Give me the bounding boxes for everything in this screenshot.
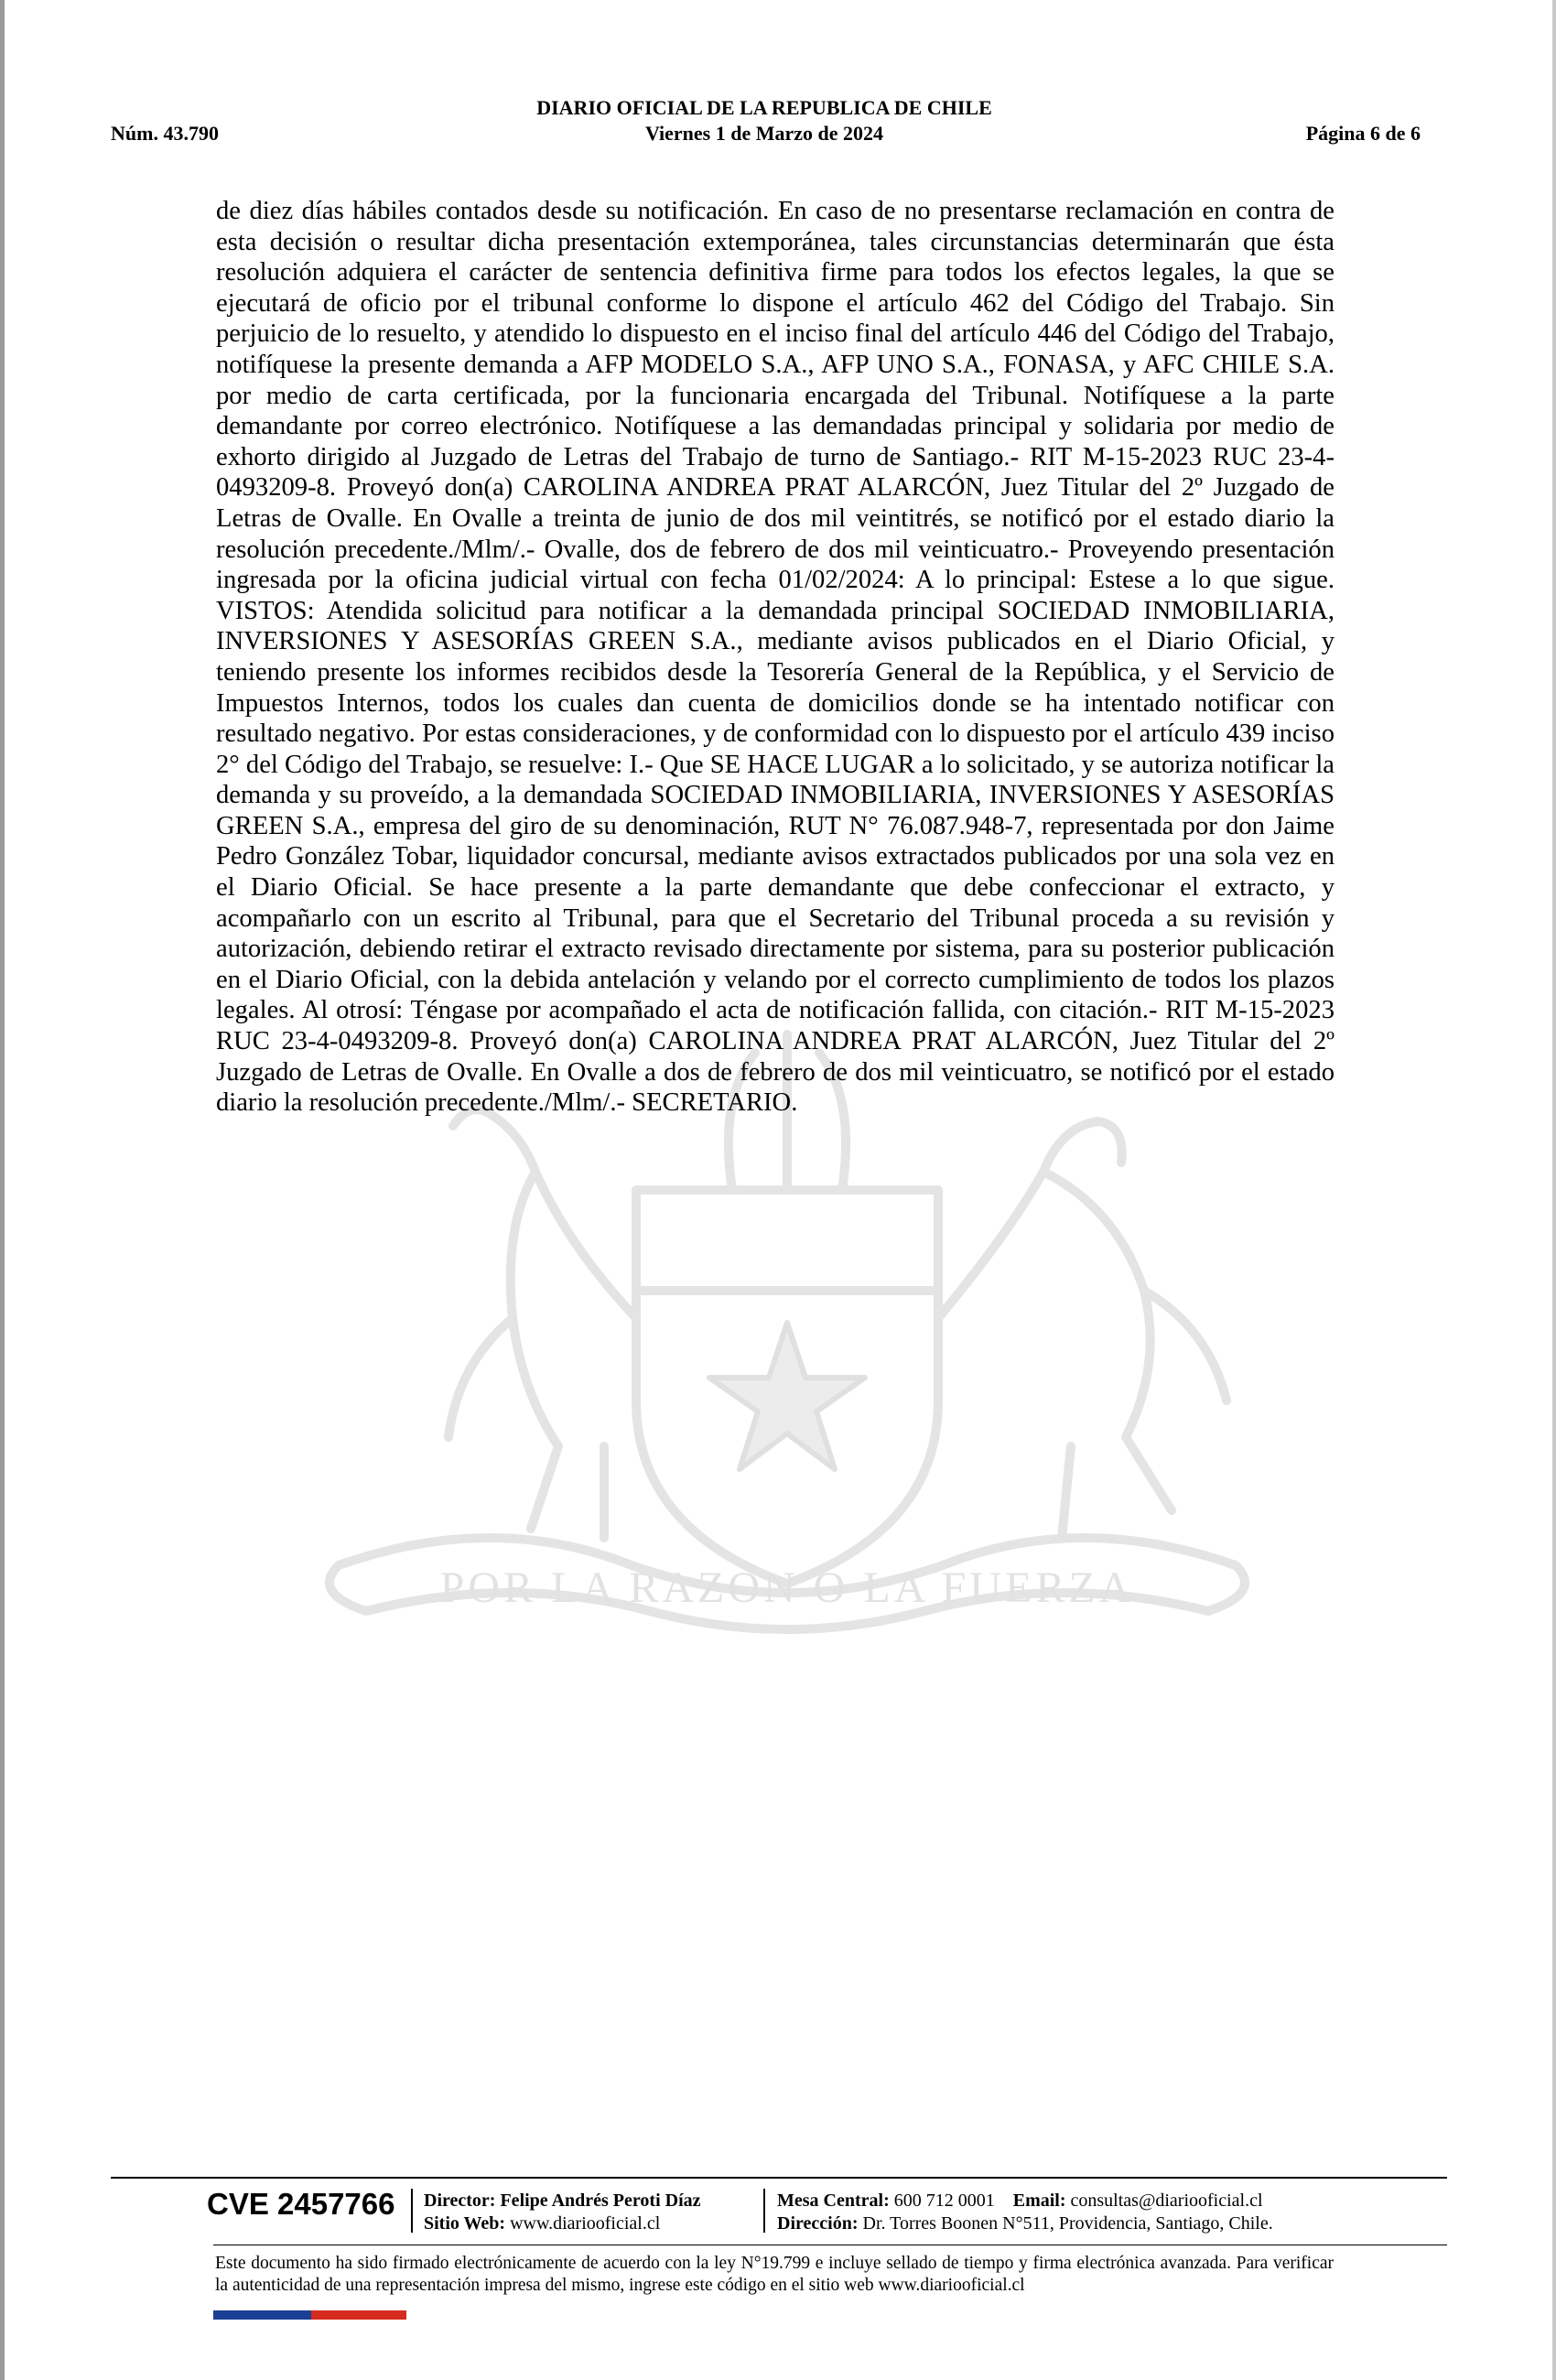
director-name: Felipe Andrés Peroti Díaz [500,2191,701,2211]
address-value: Dr. Torres Boonen N°511, Providencia, Santiago, Chile. [862,2213,1273,2234]
footer-top-rule [111,2177,1447,2179]
page-number: Página 6 de 6 [1305,122,1421,145]
footer-contact-block [777,2190,1273,2235]
issue-number: Núm. 43.790 [111,122,219,145]
director-label: Director: [424,2191,496,2211]
flag-stripe-blue [213,2310,311,2320]
page-edge-right [1552,0,1556,2380]
footer-director-block [424,2190,701,2235]
email-link[interactable]: consultas@diariooficial.cl [1070,2191,1263,2211]
mesa-central-phone: 600 712 0001 [893,2191,995,2211]
address-label: Dirección: [777,2213,859,2234]
publication-date: Viernes 1 de Marzo de 2024 [644,122,884,145]
electronic-signature-notice: Este documento ha sido firmado electrónicamente de acuerdo con la ley N°19.799 e incluye sellado de tiempo y firma electrónica avanzada. Para verificar la autenticidad de una representación impresa del mismo, ingrese este código en el sitio web www.diariooficial.cl [215,2254,1334,2295]
cve-code: CVE 2457766 [207,2187,395,2221]
page-edge-left [0,0,5,2380]
mesa-central-label: Mesa Central: [777,2191,890,2211]
footer-divider [763,2189,765,2233]
website-label: Sitio Web: [424,2213,506,2234]
email-label: Email: [1012,2191,1066,2211]
document-body-text: de diez días hábiles contados desde su notificación. En caso de no presentarse reclamación en contra de esta decisión o resultar dicha presentación extemporánea, tales circunstancias determinarán que ésta resolución adquiera el carácter de sentencia definitiva firme para todos los efectos legales, la que se ejecutará de oficio por el tribunal conforme lo dispone el artículo 462 del Código del Trabajo. Sin perjuicio de lo resuelto, y atendido lo dispuesto en el inciso final del artículo 446 del Código del Trabajo, notifíquese la presente demanda a AFP MODELO S.A., AFP UNO S.A., FONASA, y AFC CHILE S.A. por medio de carta certificada, por la funcionaria encargada del Tribunal. Notifíquese a la parte demandante por correo electrónico. Notifíquese a las demandadas principal y solidaria por medio de exhorto dirigido al Juzgado de Letras del Trabajo de turno de Santiago.- RIT M-15-2023 RUC 23-4-0493209-8. Proveyó don(a) CAROLINA ANDREA PRAT ALARCÓN, Juez Titular del 2º Juzgado de Letras de Ovalle. En Ovalle a treinta de junio de dos mil veintitrés, se notificó por el estado diario la resolución precedente./Mlm/.- Ovalle, dos de febrero de dos mil veinticuatro.- Proveyendo presentación ingresada por la oficina judicial virtual con fecha 01/02/2024: A lo principal: Estese a lo que sigue. VISTOS: Atendida solicitud para notificar a la demandada principal SOCIEDAD INMOBILIARIA, INVERSIONES Y ASESORÍAS GREEN S.A., mediante avisos publicados en el Diario Oficial, y teniendo presente los informes recibidos desde la Tesorería General de la República, y el Servicio de Impuestos Internos, todos los cuales dan cuenta de domicilios donde se ha intentado notificar con resultado negativo. Por estas consideraciones, y de conformidad con lo dispuesto por el artículo 439 inciso 2° del Código del Trabajo, se resuelve: I.- Que SE HACE LUGAR a lo solicitado, y se autoriza notificar la demanda y su proveído, a la demandada SOCIEDAD INMOBILIARIA, INVERSIONES Y ASESORÍAS GREEN S.A., empresa del giro de su denominación, RUT N° 76.087.948-7, representada por don Jaime Pedro González Tobar, liquidador concursal, mediante avisos extractados publicados por una sola vez en el Diario Oficial. Se hace presente a la parte demandante que debe confeccionar el extracto, y acompañarlo con un escrito al Tribunal, para que el Secretario del Tribunal proceda a su revisión y autorización, debiendo retirar el extracto revisado directamente por sistema, para su posterior publicación en el Diario Oficial, con la debida antelación y velando por el correcto cumplimiento de todos los plazos legales. Al otrosí: Téngase por acompañado el acta de notificación fallida, con citación.- RIT M-15-2023 RUC 23-4-0493209-8. Proveyó don(a) CAROLINA ANDREA PRAT ALARCÓN, Juez Titular del 2º Juzgado de Letras de Ovalle. En Ovalle a dos de febrero de dos mil veinticuatro, se notificó por el estado diario la resolución precedente./Mlm/.- SECRETARIO. [216,197,1334,1118]
flag-stripe-red [311,2310,406,2320]
footer-divider [411,2189,413,2233]
website-link[interactable]: www.diariooficial.cl [510,2213,661,2234]
watermark-motto: POR LA RAZON O LA FUERZA [439,1563,1135,1612]
publication-title: DIARIO OFICIAL DE LA REPUBLICA DE CHILE [536,96,992,119]
